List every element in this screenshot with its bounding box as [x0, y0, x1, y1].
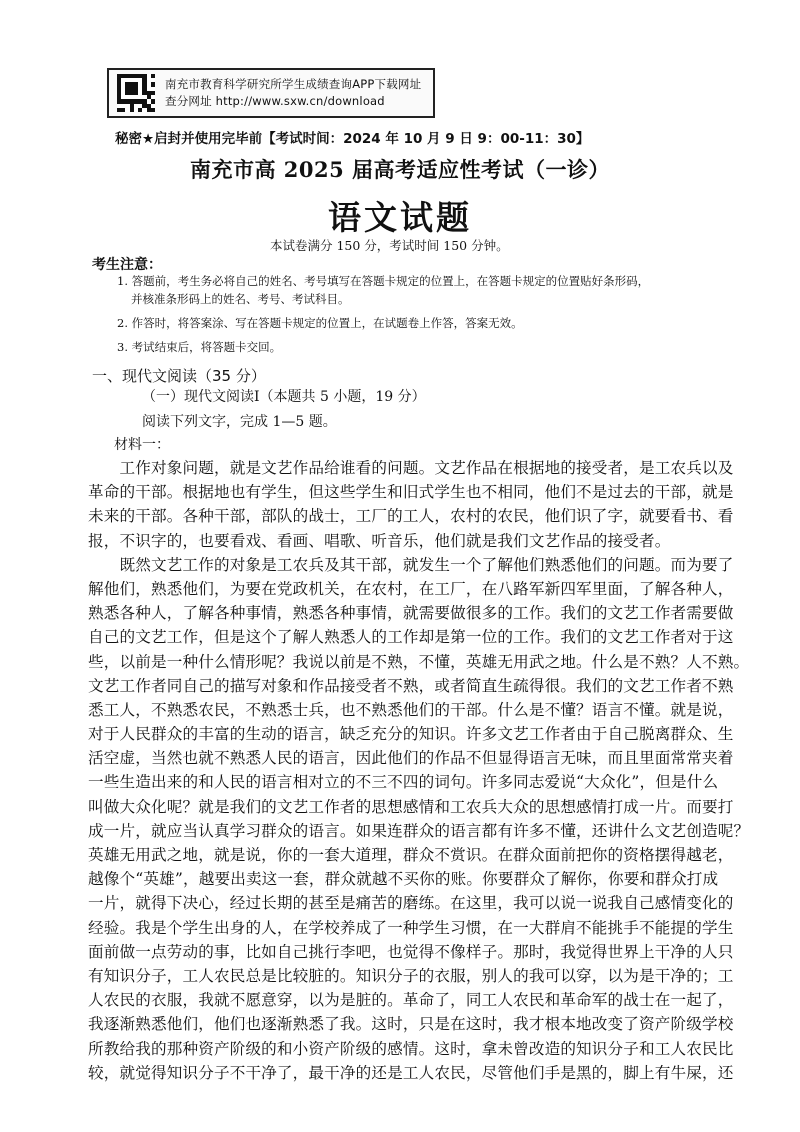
passage-line: 较，就觉得知识分子不干净了，最干净的还是工人农民，尽管他们手是黑的，脚上有牛屎，还 [88, 1063, 734, 1082]
passage-line: 经验。我是个学生出身的人，在学校养成了一种学生习惯，在一大群肩不能挑手不能提的学生 [88, 918, 734, 937]
passage-line: 悉工人，不熟悉农民，不熟悉士兵，也不熟悉他们的干部。什么是不懂？语言不懂。就是说， [88, 700, 734, 719]
subject-title: 语文试题 [328, 198, 472, 237]
qr-code-icon [117, 74, 155, 112]
stamp-line-url: 查分网址 http://www.sxw.cn/download [165, 94, 385, 108]
passage-line: 我逐渐熟悉他们，他们也逐渐熟悉了我。这时，只是在这时，我才根本地改变了资产阶级学校 [88, 1015, 734, 1034]
passage-line: 工作对象问题，就是文艺作品给谁看的问题。文艺作品在根据地的接受者，是工农兵以及 [88, 459, 734, 477]
passage-line: 一片，就得下决心，经过长期的甚至是痛苦的磨练。在这里，我可以说一说我自己感情变化的 [88, 894, 734, 913]
notice-item: 3. 考试结束后，将答题卡交回。 [117, 340, 282, 354]
passage-line: 革命的干部。根据地也有学生，但这些学生和旧式学生也不相同，他们不是过去的干部，就是 [88, 483, 734, 502]
passage-text [88, 456, 750, 1085]
passage-line: 文艺工作者同自己的描写对象和作品接受者不熟，或者简直生疏得很。我们的文艺工作者不熟 [88, 676, 734, 695]
notice-list [117, 272, 717, 356]
passage-line: 叫做大众化呢？就是我们的文艺工作者的思想感情和工农兵大众的思想感情打成一片。而要打 [88, 797, 734, 816]
secret-time-line: 秘密★启封并使用完毕前【考试时间：2024 年 10 月 9 日 9：00-11：30】 [115, 131, 590, 147]
passage-line: 熟悉各种人，了解各种事情，熟悉各种事情，就需要做很多的工作。我们的文艺工作者需要做 [88, 604, 734, 623]
passage-line: 未来的干部。各种干部，部队的战士，工厂的工人，农村的农民，他们识了字，就要看书、看 [88, 507, 734, 526]
passage-line: 成一片，就应当认真学习群众的语言。如果连群众的语言都有许多不懂，还讲什么文艺创造呢？ [88, 821, 750, 840]
notice-item: 1. 答题前，考生务必将自己的姓名、考号填写在答题卡规定的位置上，在答题卡规定的位置贴好条形码， [117, 274, 650, 288]
passage-line: 对于人民群众的丰富的生动的语言，缺乏充分的知识。许多文艺工作者由于自己脱离群众、生 [88, 725, 734, 744]
notice-item: 2. 作答时，将答案涂、写在答题卡规定的位置上，在试题卷上作答，答案无效。 [117, 316, 523, 330]
passage-line: 些，以前是一种什么情形呢？我说以前是不熟，不懂，英雄无用武之地。什么是不熟？人不熟。 [88, 652, 750, 671]
passage-line: 一些生造出来的和人民的语言相对立的不三不四的词句。许多同志爱说“大众化”，但是什么 [88, 773, 719, 792]
passage-line: 既然文艺工作的对象是工农兵及其干部，就发生一个了解他们熟悉他们的问题。而为要了 [88, 555, 734, 574]
score-line: 本试卷满分 150 分，考试时间 150 分钟。 [270, 238, 509, 253]
stamp-text [165, 76, 421, 110]
passage-line: 报，不识字的，也要看戏、看画、唱歌、听音乐，他们就是我们文艺作品的接受者。 [88, 531, 671, 550]
passage-line: 英雄无用武之地，就是说，你的一套大道理，群众不赏识。在群众面前把你的资格摆得越老， [88, 846, 734, 864]
passage-line: 解他们，熟悉他们，为要在党政机关，在农村，在工厂，在八路军新四军里面，了解各种人， [88, 579, 734, 598]
passage-line: 越像个“英雄”，越要出卖这一套，群众就越不买你的账。你要群众了解你，你要和群众打成 [88, 870, 719, 889]
passage-line: 有知识分子，工人农民总是比较脏的。知识分子的衣服，别人的我可以穿，以为是干净的；工 [88, 966, 734, 985]
passage-line: 所教给我的那种资产阶级的和小资产阶级的感情。这时，拿未曾改造的知识分子和工人农民比 [88, 1039, 734, 1058]
passage-line: 自己的文艺工作，但是这个了解人熟悉人的工作却是第一位的工作。我们的文艺工作者对于这 [88, 628, 734, 647]
header-stamp [107, 68, 435, 118]
notice-item: 并核准条形码上的姓名、考号、考试科目。 [131, 292, 350, 306]
passage-line: 活空虚，当然也就不熟悉人民的语言，因此他们的作品不但显得语言无味，而且里面常常夹着 [88, 749, 734, 768]
subsection-heading: （一）现代文阅读Ⅰ（本题共 5 小题，19 分） [142, 389, 426, 405]
passage-line: 面前做一点劳动的事，比如自己挑行李吧，也觉得不像样子。那时，我觉得世界上干净的人只 [88, 942, 734, 961]
exam-title: 南充市高 2025 届高考适应性考试（一诊） [189, 157, 611, 182]
stamp-line-download: 南充市教育科学研究所学生成绩查询APP下载网址 [165, 77, 422, 91]
section-heading: 一、现代文阅读（35 分） [92, 367, 266, 385]
notice-heading: 考生注意： [92, 257, 162, 273]
reading-instruction: 阅读下列文字，完成 1—5 题。 [142, 414, 337, 430]
passage-line: 人农民的衣服，我就不愿意穿，以为是脏的。革命了，同工人农民和革命军的战士在一起了， [88, 991, 734, 1010]
material-label: 材料一： [114, 437, 170, 453]
